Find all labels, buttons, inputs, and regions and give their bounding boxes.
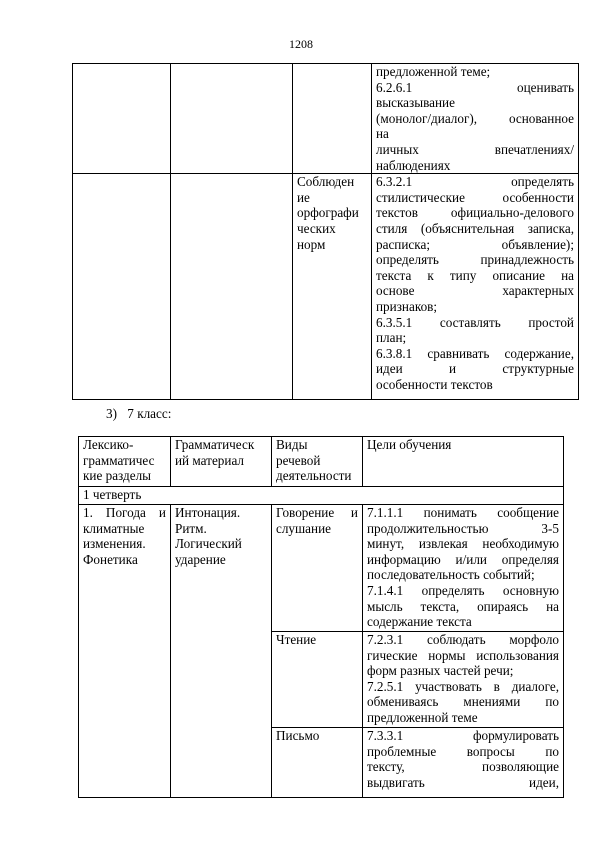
text-line: ие bbox=[297, 189, 310, 205]
text-line: 6.3.8.1 сравнивать содержание, bbox=[376, 345, 574, 361]
text-line: ческих bbox=[297, 220, 336, 236]
text-line: тексту, позволяющие bbox=[367, 759, 559, 775]
text-line: форм разных частей речи; bbox=[367, 663, 514, 679]
text-line: 7.2.5.1 участвовать в диалоге, bbox=[367, 678, 559, 694]
text-line: идеи и структурные bbox=[376, 361, 574, 377]
section-title: 7 класс: bbox=[127, 406, 172, 421]
text-line: гические нормы использования bbox=[367, 647, 559, 663]
section-cell bbox=[73, 64, 171, 174]
quarter-row bbox=[79, 487, 564, 505]
text-line: проблемные вопросы по bbox=[367, 743, 559, 759]
text-line: 1. Погода и bbox=[83, 505, 166, 520]
text-line: Лексико- bbox=[83, 437, 134, 452]
goals-cell bbox=[372, 174, 579, 400]
text-line: 7.3.3.1 формулировать bbox=[367, 728, 559, 743]
text-line: ий материал bbox=[175, 452, 244, 468]
text-line: наблюдениях bbox=[376, 157, 451, 173]
text-line: Грамматическ bbox=[175, 437, 255, 452]
text-line: признаков; bbox=[376, 298, 438, 314]
text-line: расписка; объявление); bbox=[376, 236, 574, 252]
activity-cell bbox=[272, 632, 363, 728]
grammar-cell bbox=[171, 174, 293, 400]
text-line: план; bbox=[376, 330, 407, 346]
text-line: предложенной теме bbox=[367, 709, 478, 725]
text-line: информацию и/или определяя bbox=[367, 551, 559, 567]
header-grammar bbox=[171, 437, 272, 487]
goals-cell bbox=[363, 632, 564, 728]
text-line: слушание bbox=[276, 520, 332, 536]
section-heading bbox=[106, 406, 171, 422]
text-line: ударение bbox=[175, 551, 226, 567]
section-cell bbox=[79, 505, 171, 798]
text-line: высказывание bbox=[376, 95, 455, 111]
text-line: Логический bbox=[175, 536, 242, 552]
text-line: стилистические особенности bbox=[376, 189, 574, 205]
text-line: 7.1.4.1 определять основную bbox=[367, 582, 559, 598]
page-number: 1208 bbox=[289, 37, 313, 51]
text-line: Цели обучения bbox=[367, 437, 452, 452]
header-goals bbox=[363, 437, 564, 487]
text-line: 6.3.2.1 определять bbox=[376, 174, 574, 190]
text-line: Виды bbox=[276, 437, 308, 452]
text-line: мысль текста, опираясь на bbox=[367, 598, 559, 614]
text-line: норм bbox=[297, 236, 326, 252]
text-line: речевой bbox=[276, 452, 321, 468]
goals-cell bbox=[372, 64, 579, 174]
text-line: основе характерных bbox=[376, 283, 574, 299]
text-line: климатные bbox=[83, 520, 145, 536]
text-line: определять принадлежность bbox=[376, 252, 574, 268]
text-line: обмениваясь мнениями по bbox=[367, 694, 559, 710]
text-line: особенности текстов bbox=[376, 376, 493, 392]
text-line: личных впечатлениях/ bbox=[376, 141, 574, 157]
goals-cell bbox=[363, 505, 564, 632]
text-line: предложенной теме; bbox=[376, 64, 491, 79]
text-line: кие разделы bbox=[83, 468, 152, 484]
continuation-table bbox=[72, 63, 579, 400]
text-line: Говорение и bbox=[276, 505, 358, 520]
text-line: грамматичес bbox=[83, 452, 155, 468]
activity-cell bbox=[272, 505, 363, 632]
quarter-label: 1 четверть bbox=[79, 487, 564, 505]
table-row bbox=[73, 174, 579, 400]
text-line: 7.1.1.1 понимать сообщение bbox=[367, 505, 559, 520]
header-sections bbox=[79, 437, 171, 487]
text-line: стиля (объяснительная записка, bbox=[376, 220, 574, 236]
text-line: минут, извлекая необходимую bbox=[367, 536, 559, 552]
curriculum-table bbox=[78, 436, 564, 798]
text-line: изменения. bbox=[83, 536, 146, 552]
text-line: последовательность событий; bbox=[367, 567, 535, 583]
text-line: (монолог/диалог), основанное bbox=[376, 110, 574, 126]
text-line: Фонетика bbox=[83, 551, 138, 567]
header-activity bbox=[272, 437, 363, 487]
text-line: 7.2.3.1 соблюдать морфоло bbox=[367, 632, 559, 647]
goals-cell bbox=[363, 728, 564, 798]
activity-cell bbox=[272, 728, 363, 798]
table-row bbox=[79, 505, 564, 632]
text-line: орфографи bbox=[297, 205, 359, 221]
header-row bbox=[79, 437, 564, 487]
text-line: текстов официально-делового bbox=[376, 205, 574, 221]
text-line: Письмо bbox=[276, 728, 320, 743]
section-cell bbox=[73, 174, 171, 400]
grammar-cell bbox=[171, 64, 293, 174]
text-line: продолжительностью 3-5 bbox=[367, 520, 559, 536]
grammar-cell bbox=[171, 505, 272, 798]
text-line: 6.2.6.1 оценивать bbox=[376, 79, 574, 95]
text-line: Чтение bbox=[276, 632, 317, 647]
text-line: на bbox=[376, 126, 389, 142]
activity-cell bbox=[293, 174, 372, 400]
text-line: Ритм. bbox=[175, 520, 207, 536]
text-line: текста к типу описание на bbox=[376, 267, 574, 283]
text-line: выдвигать идеи, bbox=[367, 774, 559, 790]
text-line: деятельности bbox=[276, 468, 352, 484]
text-line: 6.3.5.1 составлять простой bbox=[376, 314, 574, 330]
text-line: содержание текста bbox=[367, 614, 472, 630]
text-line: Интонация. bbox=[175, 505, 241, 520]
section-number: 3) bbox=[106, 406, 117, 421]
activity-cell bbox=[293, 64, 372, 174]
table-row bbox=[73, 64, 579, 174]
text-line: Соблюден bbox=[297, 174, 355, 190]
